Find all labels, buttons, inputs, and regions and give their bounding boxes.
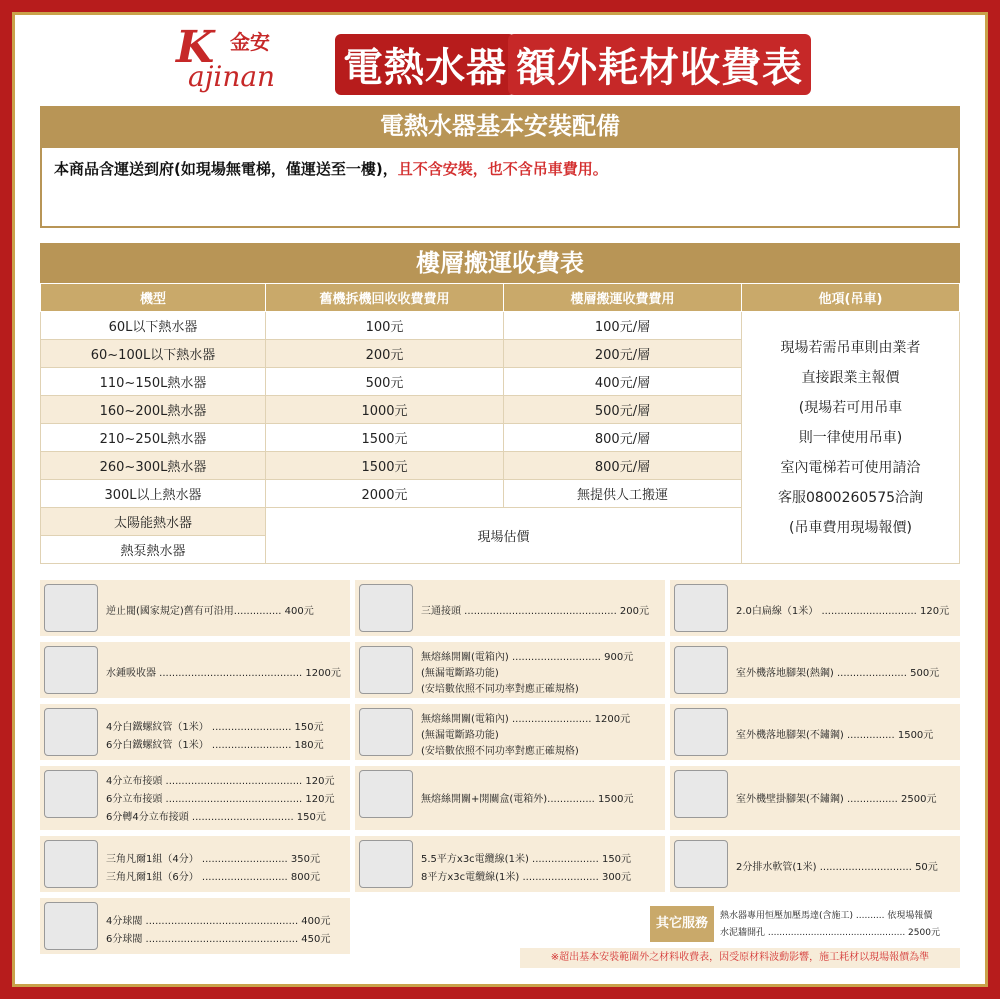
list-item: [355, 642, 665, 698]
table-cell: 800元/層: [504, 452, 742, 480]
item-text: 4分立布接頭 ........................................... 120元: [106, 776, 335, 787]
item-text: 室外機壁掛腳架(不鏽鋼) ................ 2500元: [736, 794, 937, 805]
drain-hose-icon: [674, 840, 728, 888]
item-text: (安培數依照不同功率對應正確規格): [421, 746, 579, 757]
item-text: 水泥牆開孔 ................................................ 2500元: [720, 928, 940, 938]
item-text: 6分球閥 ................................................ 450元: [106, 934, 331, 945]
crane-note-line: 現場若需吊車則由業者: [780, 339, 921, 356]
list-item: [670, 580, 960, 636]
floor-section-title: 樓層搬運收費表: [40, 243, 960, 283]
list-item: [670, 766, 960, 830]
table-cell: 100元/層: [504, 312, 742, 340]
table-cell: 800元/層: [504, 424, 742, 452]
table-cell: 1500元: [266, 452, 504, 480]
item-text: 6分白鐵螺紋管（1米） ......................... 180元: [106, 740, 324, 751]
crane-note-line: (現場若可用吊車: [798, 399, 903, 416]
breaker-icon: [359, 646, 413, 694]
wall-bracket-icon: [674, 770, 728, 818]
header: [170, 22, 850, 92]
table-cell: 60L以下熱水器: [41, 312, 266, 340]
table-cell: 110~150L熱水器: [41, 368, 266, 396]
table-cell: 500元/層: [504, 396, 742, 424]
list-item: [355, 580, 665, 636]
page-title-b: 額外耗材收費表: [508, 34, 811, 95]
item-text: 2分排水軟管(1米) ............................. 50元: [736, 862, 938, 873]
accessory-grid: [40, 580, 960, 960]
col-header-floor: 樓層搬運收費費用: [504, 284, 742, 312]
item-text: 6分立布接頭 ........................................... 120元: [106, 794, 335, 805]
basic-note-red: 且不含安裝，也不含吊車費用。: [397, 160, 608, 178]
basic-section-title: 電熱水器基本安裝配備: [40, 106, 960, 146]
list-item: [40, 642, 350, 698]
item-text: 三通接頭 ................................................ 200元: [421, 606, 650, 617]
table-cell: 210~250L熱水器: [41, 424, 266, 452]
crane-note: [742, 312, 960, 564]
list-item: [40, 704, 350, 760]
ball-valve-icon: [44, 902, 98, 950]
list-item: [40, 836, 350, 892]
item-text: 室外機落地腳架(不鏽鋼) ............... 1500元: [736, 730, 934, 741]
col-header-crane: 他項(吊車): [742, 284, 960, 312]
item-text: 6分轉4分立布接頭 ................................ 150元: [106, 812, 326, 823]
table-cell: 200元: [266, 340, 504, 368]
basic-note-black: 本商品含運送到府(如現場無電梯，僅運送至一樓)，: [54, 160, 398, 178]
floor-stand-icon: [674, 708, 728, 756]
item-text: 4分球閥 ................................................ 400元: [106, 916, 331, 927]
cable-coil-icon: [359, 840, 413, 888]
table-cell: 200元/層: [504, 340, 742, 368]
item-text: 無熔絲開關(電箱內) ......................... 1200元: [421, 714, 631, 725]
basic-note-box: [40, 146, 960, 228]
switch-box-icon: [359, 770, 413, 818]
col-header-recycle: 舊機拆機回收收費費用: [266, 284, 504, 312]
table-cell: 1000元: [266, 396, 504, 424]
table-cell: 2000元: [266, 480, 504, 508]
angle-valve-icon: [44, 840, 98, 888]
item-text: 5.5平方x3c電纜線(1米) ..................... 150元: [421, 854, 632, 865]
flat-cable-icon: [674, 584, 728, 632]
list-item: [670, 836, 960, 892]
item-text: 4分白鐵螺紋管（1米） ......................... 150元: [106, 722, 324, 733]
item-text: (安培數依照不同功率對應正確規格): [421, 684, 579, 695]
crane-note-line: (吊車費用現場報價): [789, 519, 912, 536]
item-text: 逆止閥(國家規定)舊有可沿用............... 400元: [106, 606, 314, 617]
brand-logo-cn: 金安: [230, 30, 270, 54]
table-cell: 無提供人工搬運: [504, 480, 742, 508]
list-item: [40, 898, 350, 954]
table-cell: 太陽能熱水器: [41, 508, 266, 536]
list-item: [355, 704, 665, 760]
page-title-a: 電熱水器: [335, 34, 515, 95]
table-cell: 100元: [266, 312, 504, 340]
crane-note-line: 客服0800260575洽詢: [777, 489, 924, 506]
breaker-icon: [359, 708, 413, 756]
crane-note-line: 室內電梯若可使用請洽: [780, 459, 921, 476]
table-cell: 500元: [266, 368, 504, 396]
item-text: 8平方x3c電纜線(1米) ........................ 300元: [421, 872, 632, 883]
list-item: [355, 836, 665, 892]
table-cell: 60~100L以下熱水器: [41, 340, 266, 368]
brand-logo-mark: K: [176, 22, 215, 73]
table-cell: 300L以上熱水器: [41, 480, 266, 508]
pipe-nipple-icon: [44, 770, 98, 818]
col-header-model: 機型: [41, 284, 266, 312]
item-text: 室外機落地腳架(熱鋼) ...................... 500元: [736, 668, 940, 679]
other-services-tag: 其它服務: [650, 906, 714, 942]
table-cell: 1500元: [266, 424, 504, 452]
floor-fee-table: [40, 283, 960, 564]
flex-pipe-icon: [44, 708, 98, 756]
crane-note-line: 則一律使用吊車): [798, 429, 903, 446]
item-text: (無漏電斷路功能): [421, 730, 499, 741]
item-text: 無熔絲開關+開關盒(電箱外)............... 1500元: [421, 794, 634, 805]
table-cell: 260~300L熱水器: [41, 452, 266, 480]
table-cell: 400元/層: [504, 368, 742, 396]
tee-fitting-icon: [359, 584, 413, 632]
footnote: ※超出基本安裝範圍外之材料收費表，因受原材料波動影響，施工耗材以現場報價為準: [520, 948, 960, 968]
item-text: 熱水器專用恒壓加壓馬達(含施工) .......... 依現場報價: [720, 911, 933, 921]
water-hammer-arrestor-icon: [44, 646, 98, 694]
item-text: 無熔絲開關(電箱內) ............................ 900元: [421, 652, 634, 663]
table-cell: 160~200L熱水器: [41, 396, 266, 424]
list-item: [670, 642, 960, 698]
estimate-cell: 現場估價: [266, 508, 742, 564]
floor-stand-icon: [674, 646, 728, 694]
item-text: 三角凡爾1組（4分） ........................... 350元: [106, 854, 320, 865]
item-text: (無漏電斷路功能): [421, 668, 499, 679]
list-item: [40, 766, 350, 830]
other-services: [716, 906, 960, 942]
list-item: [40, 580, 350, 636]
item-text: 三角凡爾1組（6分） ........................... 800元: [106, 872, 320, 883]
check-valve-icon: [44, 584, 98, 632]
item-text: 2.0白扁線（1米） .............................. 120元: [736, 606, 950, 617]
list-item: [355, 766, 665, 830]
item-text: 水鍾吸收器 ............................................. 1200元: [106, 668, 341, 679]
crane-note-line: 直接跟業主報價: [801, 369, 900, 386]
brand-logo-en: ajinan: [188, 60, 276, 93]
list-item: [670, 704, 960, 760]
table-cell: 熱泵熱水器: [41, 536, 266, 564]
